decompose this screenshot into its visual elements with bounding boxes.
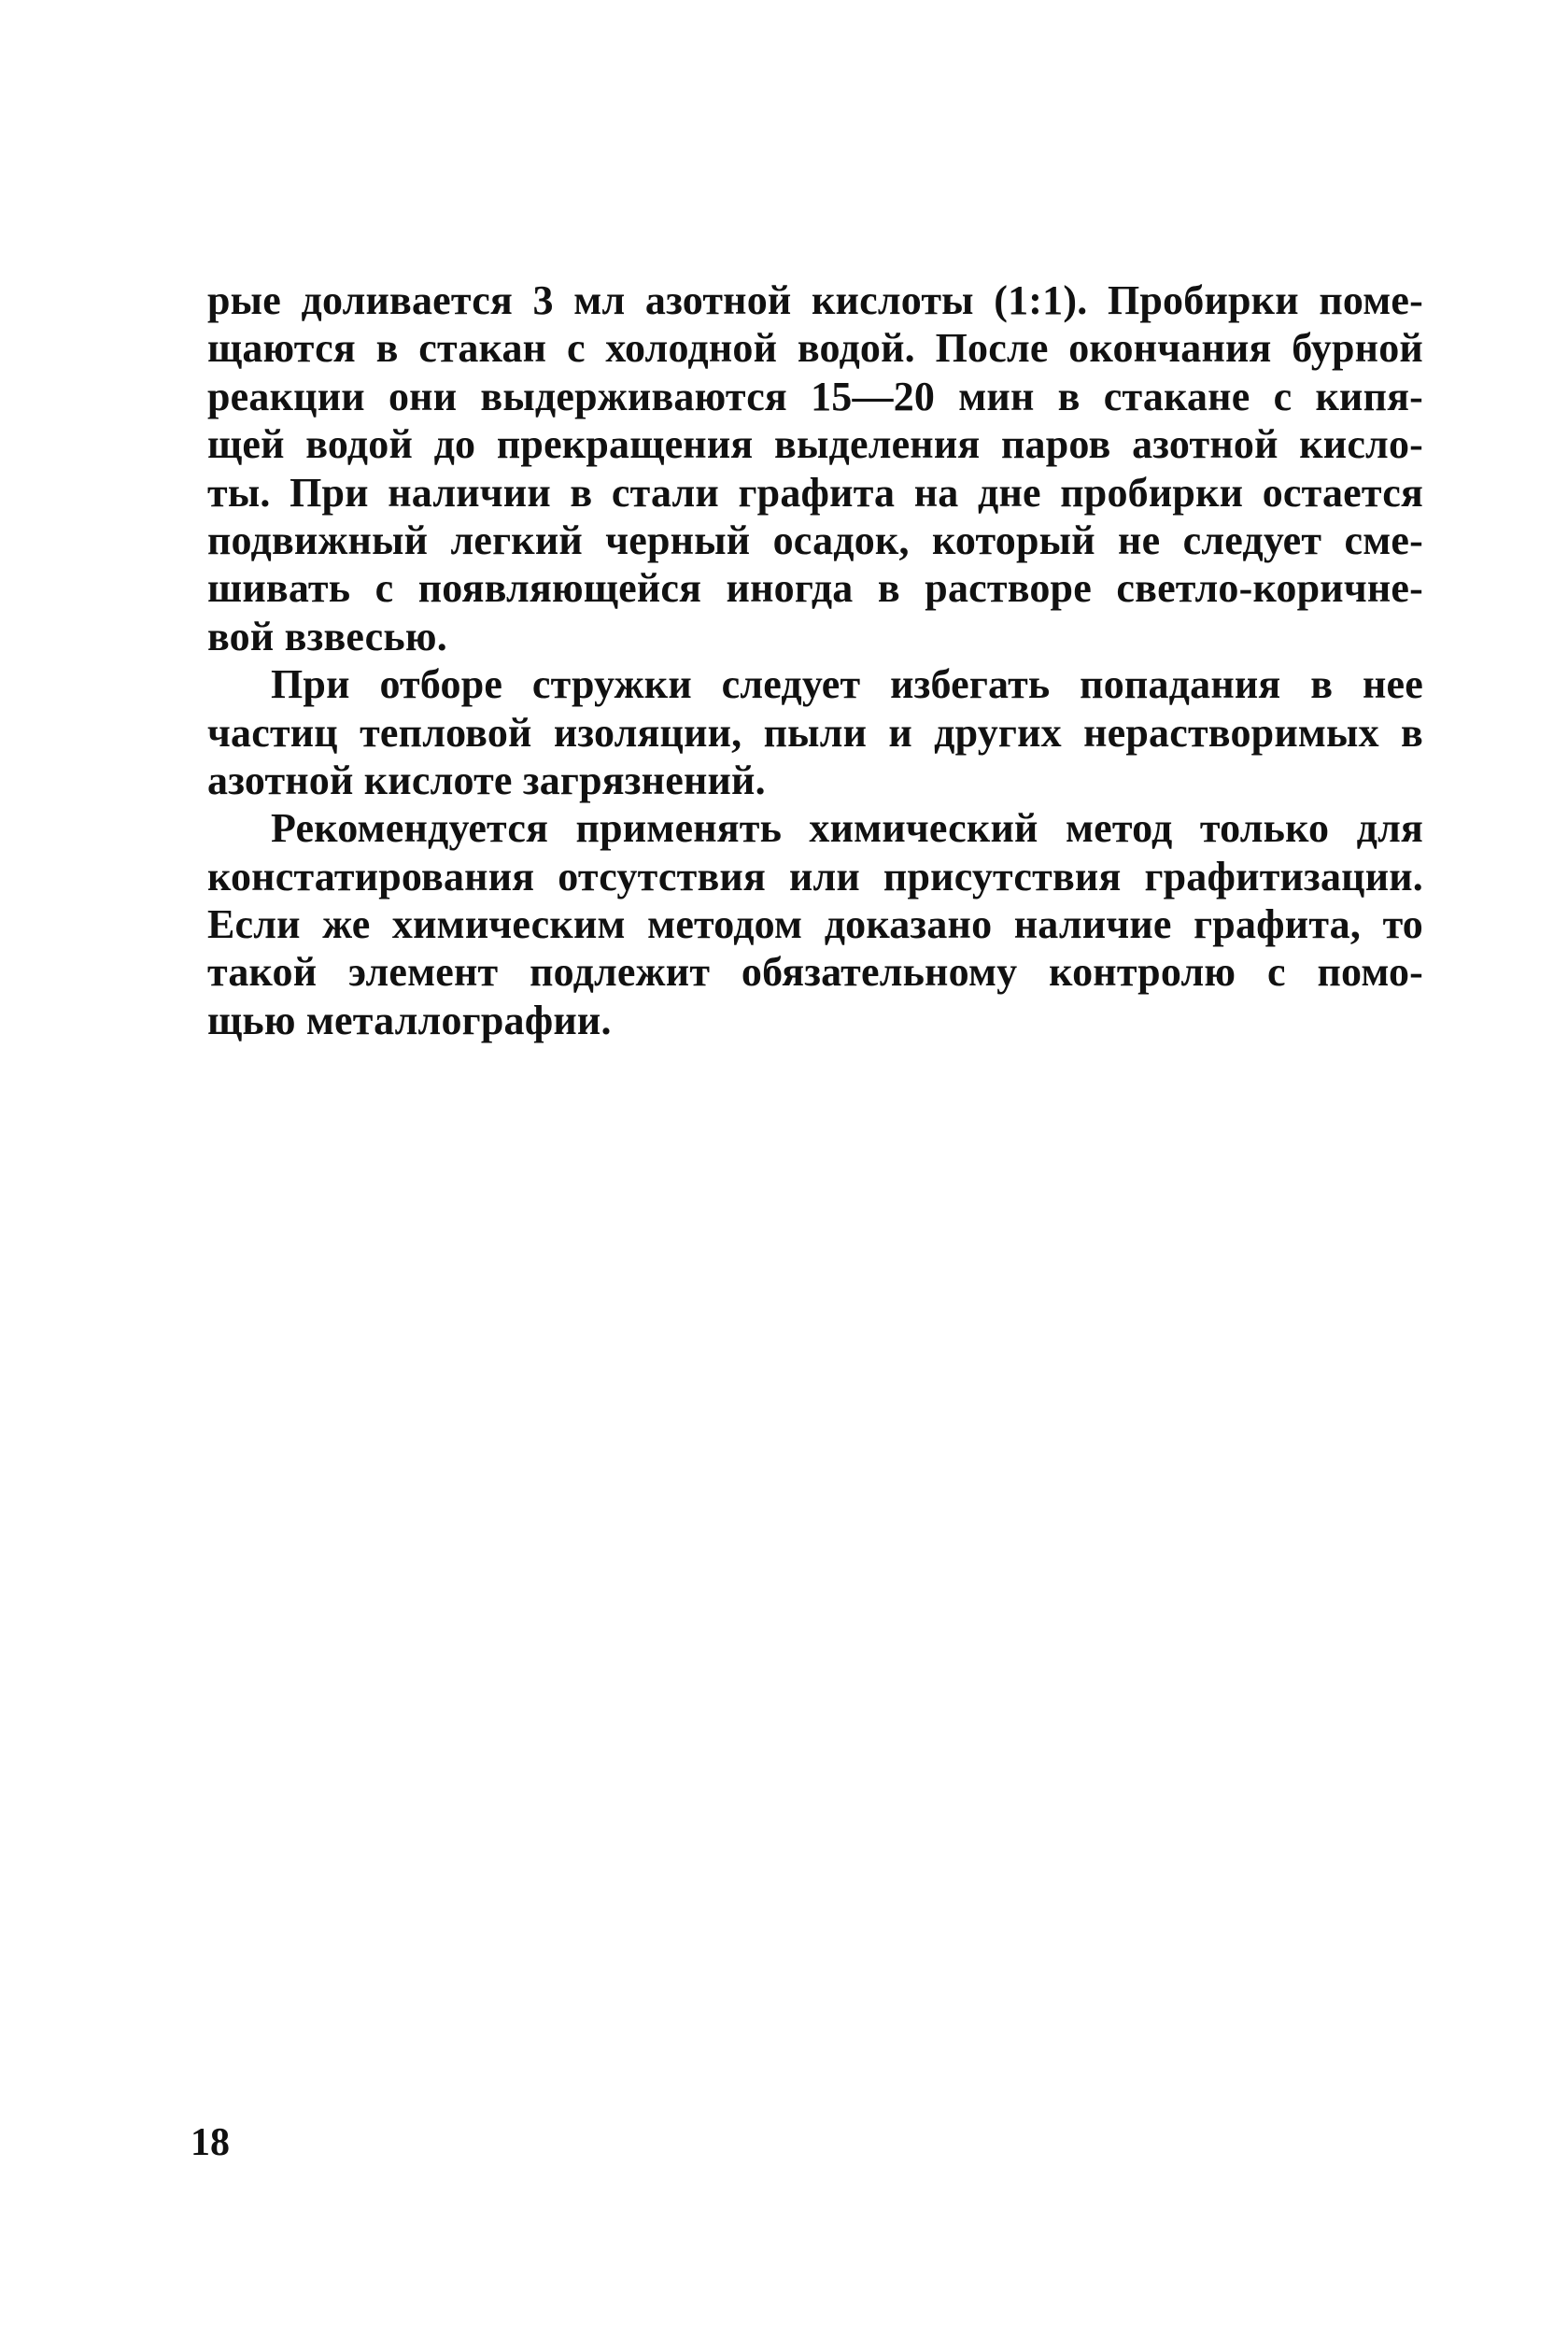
text-line: реакции они выдерживаются 15—20 мин в стакане с кипя- <box>207 373 1423 419</box>
paragraph-1 <box>207 276 1423 660</box>
text-line: Если же химическим методом доказано наличие графита, то <box>207 901 1423 948</box>
text-line: рые доливается 3 мл азотной кислоты (1:1). Пробирки поме- <box>207 277 1423 323</box>
paragraph-3 <box>207 804 1423 1044</box>
page-number: 18 <box>191 2121 230 2164</box>
body-text <box>207 276 1423 1044</box>
text-line: азотной кислоте загрязнений. <box>207 757 766 803</box>
text-line: щью металлографии. <box>207 997 612 1043</box>
text-line: шивать с появляющейся иногда в растворе светло-коричне- <box>207 565 1423 612</box>
text-line: ты. При наличии в стали графита на дне пробирки остается <box>207 469 1423 516</box>
text-line: такой элемент подлежит обязательному контролю с помо- <box>207 949 1423 996</box>
text-line: вой взвесью. <box>207 613 447 659</box>
text-line: Рекомендуется применять химический метод только для <box>271 805 1423 852</box>
text-line: констатирования отсутствия или присутствия графитизации. <box>207 853 1423 899</box>
text-line: подвижный легкий черный осадок, который не следует сме- <box>207 517 1423 563</box>
text-line: щаются в стакан с холодной водой. После окончания бурной <box>207 325 1423 372</box>
paragraph-2 <box>207 660 1423 804</box>
text-line: щей водой до прекращения выделения паров азотной кисло- <box>207 421 1423 468</box>
text-line: частиц тепловой изоляции, пыли и других нерастворимых в <box>207 709 1423 756</box>
text-line: При отборе стружки следует избегать попадания в нее <box>271 661 1423 708</box>
